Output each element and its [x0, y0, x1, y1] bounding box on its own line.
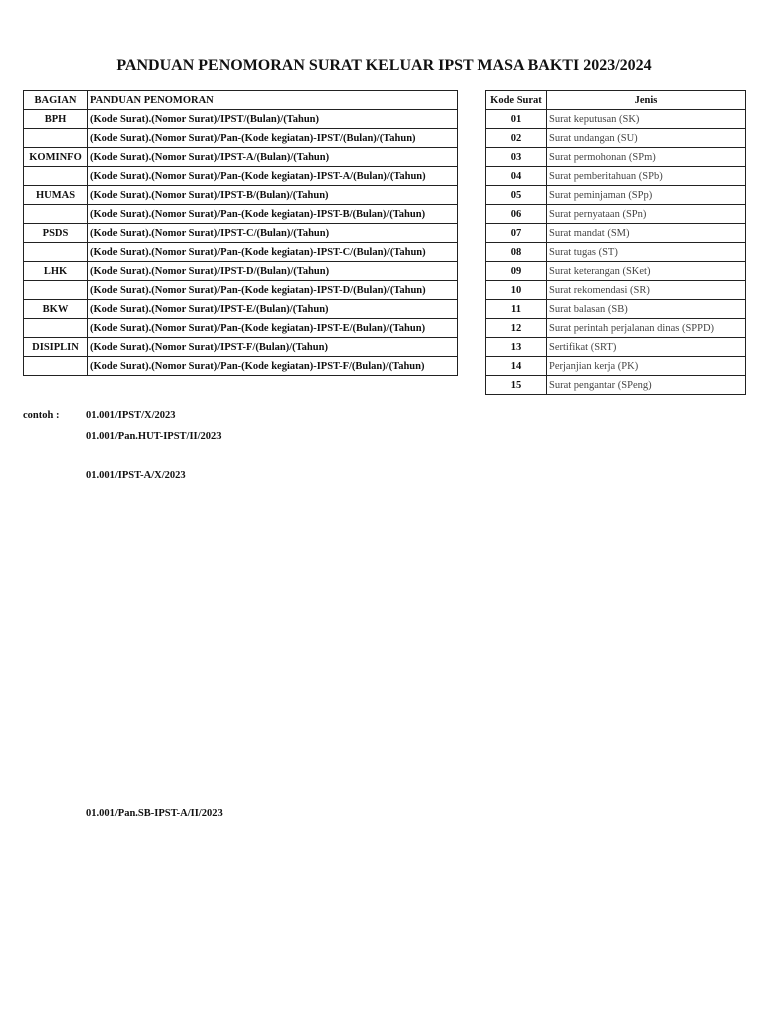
kode-cell: 01	[486, 110, 547, 129]
table-header-row	[486, 91, 746, 110]
panduan-cell: (Kode Surat).(Nomor Surat)/IPST-D/(Bulan)/(Tahun)	[88, 262, 458, 281]
table-row	[24, 357, 458, 376]
table-row	[24, 338, 458, 357]
table-row	[486, 357, 746, 376]
panduan-cell: (Kode Surat).(Nomor Surat)/IPST-F/(Bulan)/(Tahun)	[88, 338, 458, 357]
bagian-cell: DISIPLIN	[24, 338, 88, 357]
kode-cell: 04	[486, 167, 547, 186]
column-header-bagian: BAGIAN	[24, 91, 88, 110]
examples-label: contoh :	[23, 410, 60, 421]
table-row	[486, 110, 746, 129]
kode-cell: 15	[486, 376, 547, 395]
table-row	[24, 148, 458, 167]
panduan-cell: (Kode Surat).(Nomor Surat)/IPST-A/(Bulan)/(Tahun)	[88, 148, 458, 167]
table-row	[24, 243, 458, 262]
table-header-row	[24, 91, 458, 110]
kode-cell: 11	[486, 300, 547, 319]
panduan-cell: (Kode Surat).(Nomor Surat)/IPST-C/(Bulan)/(Tahun)	[88, 224, 458, 243]
bagian-cell: PSDS	[24, 224, 88, 243]
table-row	[24, 262, 458, 281]
bagian-cell	[24, 243, 88, 262]
numbering-guide-table	[23, 90, 458, 376]
panduan-cell: (Kode Surat).(Nomor Surat)/Pan-(Kode kegiatan)-IPST-C/(Bulan)/(Tahun)	[88, 243, 458, 262]
jenis-cell: Surat keputusan (SK)	[547, 110, 746, 129]
kode-cell: 09	[486, 262, 547, 281]
panduan-cell: (Kode Surat).(Nomor Surat)/Pan-(Kode kegiatan)-IPST-F/(Bulan)/(Tahun)	[88, 357, 458, 376]
table-row	[24, 186, 458, 205]
kode-cell: 03	[486, 148, 547, 167]
column-header-panduan: PANDUAN PENOMORAN	[88, 91, 458, 110]
bagian-cell: BPH	[24, 110, 88, 129]
panduan-cell: (Kode Surat).(Nomor Surat)/Pan-(Kode kegiatan)-IPST-D/(Bulan)/(Tahun)	[88, 281, 458, 300]
panduan-cell: (Kode Surat).(Nomor Surat)/Pan-(Kode kegiatan)-IPST/(Bulan)/(Tahun)	[88, 129, 458, 148]
jenis-cell: Surat pernyataan (SPn)	[547, 205, 746, 224]
bagian-cell	[24, 129, 88, 148]
table-row	[24, 110, 458, 129]
jenis-cell: Surat peminjaman (SPp)	[547, 186, 746, 205]
kode-cell: 07	[486, 224, 547, 243]
table-row	[486, 167, 746, 186]
page-title: PANDUAN PENOMORAN SURAT KELUAR IPST MASA BAKTI 2023/2024	[116, 57, 652, 74]
bagian-cell: KOMINFO	[24, 148, 88, 167]
jenis-cell: Surat undangan (SU)	[547, 129, 746, 148]
column-header-kode-surat: Kode Surat	[486, 91, 547, 110]
table-row	[24, 281, 458, 300]
panduan-cell: (Kode Surat).(Nomor Surat)/Pan-(Kode kegiatan)-IPST-E/(Bulan)/(Tahun)	[88, 319, 458, 338]
jenis-cell: Surat pengantar (SPeng)	[547, 376, 746, 395]
example-item: 01.001/IPST/X/2023	[86, 410, 176, 421]
bagian-cell: HUMAS	[24, 186, 88, 205]
jenis-cell: Surat balasan (SB)	[547, 300, 746, 319]
kode-cell: 12	[486, 319, 547, 338]
table-row	[24, 129, 458, 148]
panduan-cell: (Kode Surat).(Nomor Surat)/IPST/(Bulan)/(Tahun)	[88, 110, 458, 129]
bagian-cell	[24, 357, 88, 376]
table-row	[486, 224, 746, 243]
bagian-cell	[24, 167, 88, 186]
kode-cell: 05	[486, 186, 547, 205]
table-row	[486, 338, 746, 357]
bagian-cell	[24, 281, 88, 300]
table-row	[486, 129, 746, 148]
kode-cell: 08	[486, 243, 547, 262]
table-row	[486, 205, 746, 224]
table-row	[24, 167, 458, 186]
example-item: 01.001/Pan.HUT-IPST/II/2023	[86, 431, 222, 442]
kode-cell: 10	[486, 281, 547, 300]
bagian-cell	[24, 205, 88, 224]
table-row	[486, 148, 746, 167]
panduan-cell: (Kode Surat).(Nomor Surat)/Pan-(Kode kegiatan)-IPST-B/(Bulan)/(Tahun)	[88, 205, 458, 224]
bagian-cell: LHK	[24, 262, 88, 281]
table-row	[24, 205, 458, 224]
panduan-cell: (Kode Surat).(Nomor Surat)/Pan-(Kode kegiatan)-IPST-A/(Bulan)/(Tahun)	[88, 167, 458, 186]
jenis-cell: Surat permohonan (SPm)	[547, 148, 746, 167]
bagian-cell: BKW	[24, 300, 88, 319]
bagian-cell	[24, 319, 88, 338]
jenis-cell: Surat mandat (SM)	[547, 224, 746, 243]
jenis-cell: Surat tugas (ST)	[547, 243, 746, 262]
table-row	[486, 281, 746, 300]
table-row	[24, 224, 458, 243]
jenis-cell: Perjanjian kerja (PK)	[547, 357, 746, 376]
example-item: 01.001/IPST-A/X/2023	[86, 470, 186, 481]
jenis-cell: Surat pemberitahuan (SPb)	[547, 167, 746, 186]
table-row	[486, 300, 746, 319]
kode-cell: 02	[486, 129, 547, 148]
table-row	[486, 243, 746, 262]
table-row	[24, 319, 458, 338]
jenis-cell: Surat keterangan (SKet)	[547, 262, 746, 281]
table-row	[486, 376, 746, 395]
kode-cell: 14	[486, 357, 547, 376]
panduan-cell: (Kode Surat).(Nomor Surat)/IPST-E/(Bulan)/(Tahun)	[88, 300, 458, 319]
jenis-cell: Surat rekomendasi (SR)	[547, 281, 746, 300]
table-row	[486, 186, 746, 205]
kode-cell: 06	[486, 205, 547, 224]
jenis-cell: Sertifikat (SRT)	[547, 338, 746, 357]
jenis-cell: Surat perintah perjalanan dinas (SPPD)	[547, 319, 746, 338]
table-row	[24, 300, 458, 319]
column-header-jenis: Jenis	[547, 91, 746, 110]
table-row	[486, 319, 746, 338]
example-item: 01.001/Pan.SB-IPST-A/II/2023	[86, 808, 223, 819]
kode-cell: 13	[486, 338, 547, 357]
table-row	[486, 262, 746, 281]
letter-code-table	[485, 90, 746, 395]
panduan-cell: (Kode Surat).(Nomor Surat)/IPST-B/(Bulan)/(Tahun)	[88, 186, 458, 205]
